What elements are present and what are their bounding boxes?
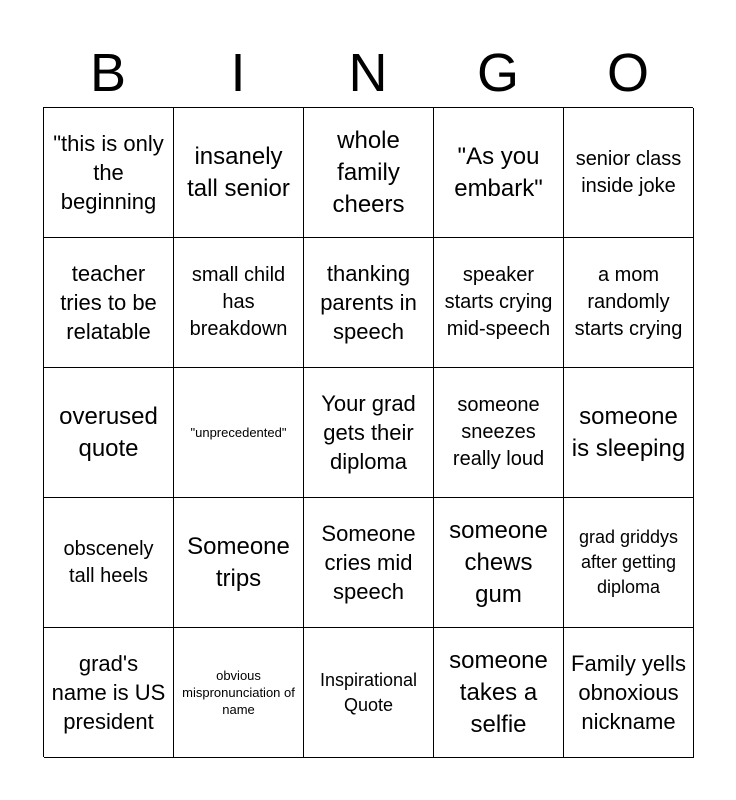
bingo-cell-text: "unprecedented" xyxy=(190,425,287,440)
bingo-cell-r4c2[interactable] xyxy=(174,498,304,628)
bingo-cell-r1c3[interactable] xyxy=(304,108,434,238)
bingo-cell-r3c1[interactable] xyxy=(44,368,174,498)
bingo-cell-text: someone sneezes really loud xyxy=(452,394,545,470)
bingo-cell-r5c2[interactable] xyxy=(174,628,304,758)
header-letter-g: G xyxy=(476,43,519,103)
bingo-cell-r1c1[interactable] xyxy=(44,108,174,238)
bingo-cell-text: speaker starts crying mid-speech xyxy=(444,264,553,340)
bingo-cell-r4c4[interactable] xyxy=(434,498,564,628)
bingo-cell-text: Family yells obnoxious nickname xyxy=(571,651,686,734)
bingo-cell-text: someone chews gum xyxy=(449,516,548,608)
bingo-cell-r4c3[interactable] xyxy=(304,498,434,628)
bingo-cell-text: insanely tall senior xyxy=(187,142,290,202)
bingo-cell-r1c2[interactable] xyxy=(174,108,304,238)
bingo-cell-text: teacher tries to be relatable xyxy=(60,261,157,344)
bingo-cell-text: thanking parents in speech xyxy=(320,261,417,344)
bingo-cell-r2c3[interactable] xyxy=(304,238,434,368)
bingo-cell-text: grad's name is US president xyxy=(51,651,166,734)
header-letter-i: I xyxy=(230,43,246,103)
header-letter-o: O xyxy=(606,43,649,103)
bingo-cell-r5c3[interactable] xyxy=(304,628,434,758)
bingo-cell-text: "this is only the beginning xyxy=(53,131,164,214)
bingo-cell-r1c4[interactable] xyxy=(434,108,564,238)
bingo-cell-r2c1[interactable] xyxy=(44,238,174,368)
bingo-cell-text: a mom randomly starts crying xyxy=(574,264,683,340)
bingo-cell-text: Your grad gets their diploma xyxy=(321,391,416,474)
bingo-cell-r4c1[interactable] xyxy=(44,498,174,628)
bingo-cell-text: Someone cries mid speech xyxy=(321,521,416,604)
bingo-cell-text: obvious mispronunciation of name xyxy=(182,668,295,717)
bingo-cell-r5c5[interactable] xyxy=(564,628,694,758)
bingo-cell-r3c4[interactable] xyxy=(434,368,564,498)
bingo-cell-r5c1[interactable] xyxy=(44,628,174,758)
bingo-cell-r3c3[interactable] xyxy=(304,368,434,498)
bingo-header xyxy=(43,40,693,106)
bingo-board xyxy=(43,107,693,757)
bingo-cell-r2c5[interactable] xyxy=(564,238,694,368)
bingo-cell-r3c2[interactable] xyxy=(174,368,304,498)
bingo-cell-text: overused quote xyxy=(59,402,158,462)
bingo-cell-text: someone takes a selfie xyxy=(449,646,548,738)
bingo-cell-r3c5[interactable] xyxy=(564,368,694,498)
header-letter-n: N xyxy=(348,43,388,103)
bingo-cell-text: senior class inside joke xyxy=(575,147,682,197)
bingo-cell-text: whole family cheers xyxy=(332,126,405,218)
bingo-cell-text: Someone trips xyxy=(187,532,290,592)
bingo-cell-r5c4[interactable] xyxy=(434,628,564,758)
bingo-cell-text: small child has breakdown xyxy=(189,264,288,340)
bingo-cell-text: "As you embark" xyxy=(454,142,543,202)
bingo-cell-r1c5[interactable] xyxy=(564,108,694,238)
bingo-cell-text: Inspirational Quote xyxy=(319,669,418,715)
bingo-cell-r2c2[interactable] xyxy=(174,238,304,368)
bingo-cell-r4c5[interactable] xyxy=(564,498,694,628)
bingo-cell-text: grad griddys after getting diploma xyxy=(578,527,679,597)
bingo-cell-text: obscenely tall heels xyxy=(63,537,154,587)
header-letter-b: B xyxy=(89,43,127,103)
bingo-cell-r2c4[interactable] xyxy=(434,238,564,368)
bingo-cell-text: someone is sleeping xyxy=(571,402,686,462)
